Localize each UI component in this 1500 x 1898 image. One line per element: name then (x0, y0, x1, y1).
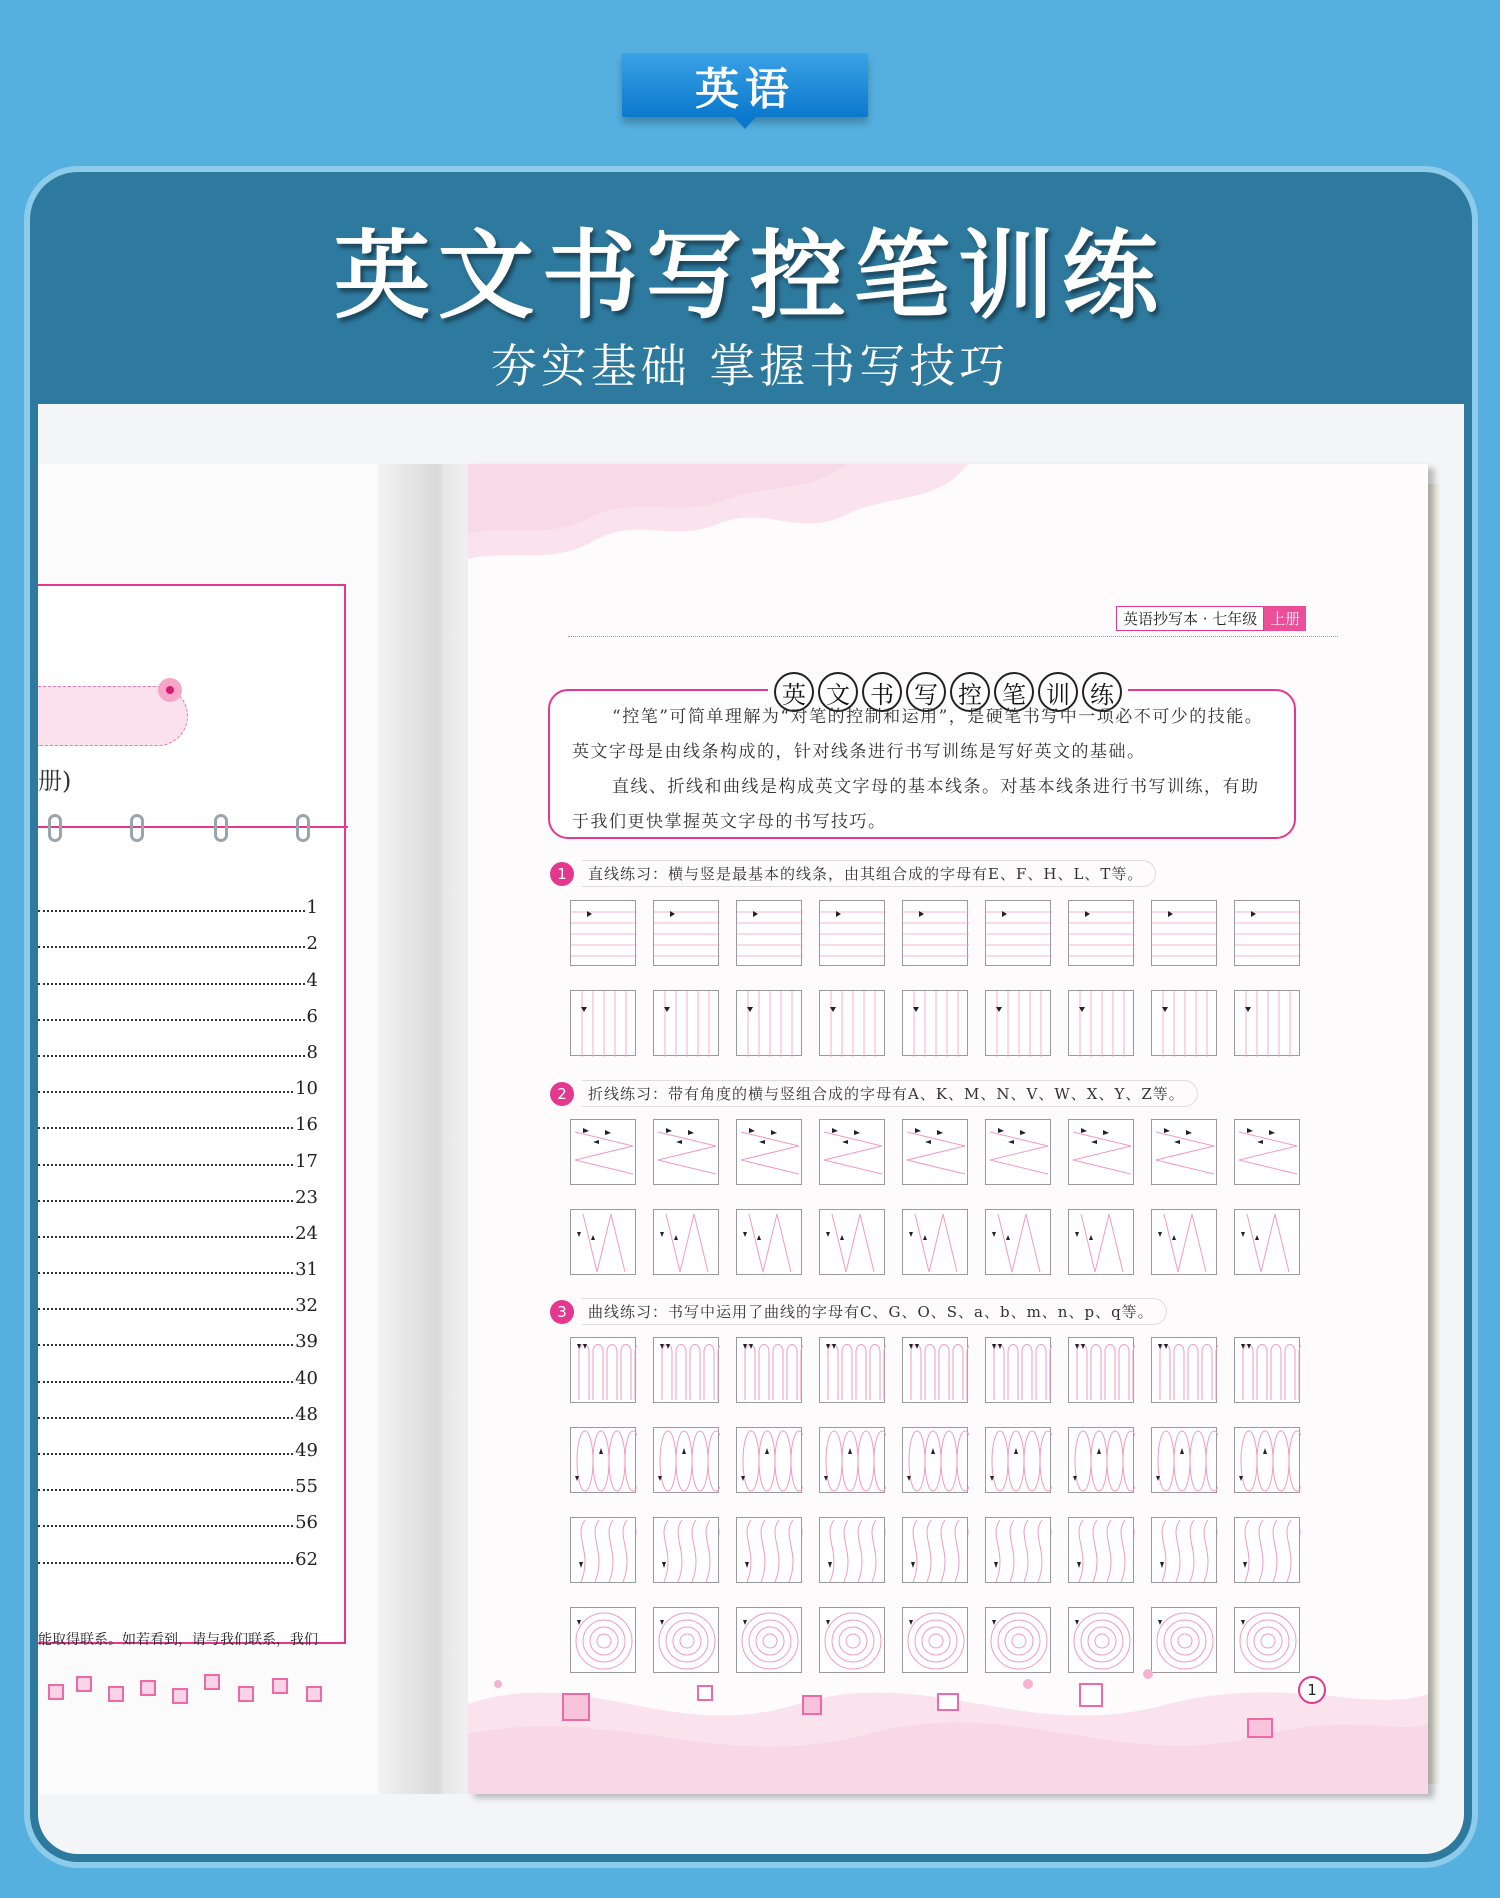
toc-row (38, 1316, 318, 1352)
toc-page-number: 40 (295, 1367, 318, 1389)
section-number: 3 (550, 1300, 574, 1324)
practice-cell (1151, 1427, 1217, 1493)
ring-icon (214, 814, 228, 842)
intro-text (572, 700, 1272, 840)
section-number: 2 (550, 1082, 574, 1106)
toc-page-number: 39 (295, 1331, 318, 1353)
toc-page-number: 48 (295, 1403, 318, 1425)
toc-row (38, 882, 318, 918)
practice-cell (1151, 1337, 1217, 1403)
toc-row (38, 1135, 318, 1171)
toc-dots (38, 1525, 293, 1527)
practice-cell (736, 1119, 802, 1185)
subject-label: 英语 (695, 64, 795, 115)
practice-row (570, 900, 1300, 966)
toc-dots (38, 1344, 293, 1346)
section-3-heading (550, 1298, 1167, 1325)
ring-icon (130, 814, 144, 842)
toc-row (38, 1063, 318, 1099)
toc-page-number: 17 (295, 1150, 318, 1172)
title-char: 书 (862, 672, 902, 712)
toc-dots (38, 1272, 293, 1274)
toc-page-number: 32 (295, 1295, 318, 1317)
toc-row (38, 1280, 318, 1316)
toc-page-number: 24 (295, 1222, 318, 1244)
practice-cell (570, 900, 636, 966)
gift-icon (172, 1688, 188, 1704)
practice-cell (985, 1119, 1051, 1185)
practice-cell (985, 1337, 1051, 1403)
practice-cell (985, 1209, 1051, 1275)
toc-row (38, 1497, 318, 1533)
ring-icon (48, 814, 62, 842)
volume-badge: 上册 (1264, 606, 1306, 631)
practice-row (570, 1337, 1300, 1403)
practice-row (570, 1119, 1300, 1185)
gift-icon (272, 1678, 288, 1694)
toc-page-number: 6 (306, 1005, 318, 1027)
title-char: 训 (1038, 672, 1078, 712)
intro-paragraph-2: 直线、折线和曲线是构成英文字母的基本线条。对基本线条进行书写训练，有助于我们更快掌握英文字母的书写技巧。 (572, 777, 1260, 832)
practice-cell (985, 990, 1051, 1056)
toc-page-number: 10 (295, 1078, 318, 1100)
section-number: 1 (550, 862, 574, 886)
practice-cell (736, 1209, 802, 1275)
practice-cell (819, 1517, 885, 1583)
title-char: 控 (950, 672, 990, 712)
practice-cell (1151, 1209, 1217, 1275)
toc-row (38, 1425, 318, 1461)
practice-cell (819, 990, 885, 1056)
book-name: 英语抄写本 · 七年级 (1116, 606, 1264, 631)
page-edge (1426, 484, 1440, 1784)
practice-cell (902, 900, 968, 966)
gift-icon (76, 1676, 92, 1692)
table-of-contents (38, 882, 318, 1570)
toc-dots (38, 1127, 293, 1129)
practice-cell (736, 1427, 802, 1493)
practice-cell (1068, 1337, 1134, 1403)
practice-row (570, 1517, 1300, 1583)
practice-cell (1068, 1517, 1134, 1583)
practice-cell (653, 1337, 719, 1403)
practice-cell (819, 1209, 885, 1275)
toc-page-number: 8 (306, 1041, 318, 1063)
practice-row (570, 1427, 1300, 1493)
practice-cell (1234, 900, 1300, 966)
practice-cell (1068, 1427, 1134, 1493)
practice-cell (570, 1337, 636, 1403)
toc-row (38, 1172, 318, 1208)
top-wave-decoration (468, 464, 968, 574)
section-1-heading (550, 860, 1156, 887)
contents-box (38, 584, 346, 1648)
title-char: 写 (906, 672, 946, 712)
sub-title: 夯实基础 掌握书写技巧 (490, 339, 1010, 393)
practice-cell (1234, 1119, 1300, 1185)
toc-page-number: 49 (295, 1440, 318, 1461)
header-rule (568, 636, 1338, 637)
right-page (468, 464, 1428, 1794)
toc-dots (38, 1200, 293, 1202)
practice-cell (902, 1119, 968, 1185)
toc-row (38, 1461, 318, 1497)
toc-page-number: 56 (295, 1512, 318, 1534)
toc-row (38, 1533, 318, 1569)
toc-row (38, 1027, 318, 1063)
gift-icon (204, 1674, 220, 1690)
section-text: 曲线练习：书写中运用了曲线的字母有C、G、O、S、a、b、m、n、p、q等。 (582, 1298, 1167, 1325)
practice-cell (570, 1517, 636, 1583)
practice-cell (902, 1337, 968, 1403)
practice-cell (1234, 1209, 1300, 1275)
practice-cell (902, 1427, 968, 1493)
practice-cell (1151, 900, 1217, 966)
practice-cell (570, 1427, 636, 1493)
toc-row (38, 918, 318, 954)
practice-cell (902, 1209, 968, 1275)
practice-cell (653, 1209, 719, 1275)
section-text: 直线练习：横与竖是最基本的线条，由其组合成的字母有E、F、H、L、T等。 (582, 860, 1156, 887)
tab-pointer (734, 117, 756, 129)
practice-cell (653, 1427, 719, 1493)
section-text: 折线练习：带有角度的横与竖组合成的字母有A、K、M、N、V、W、X、Y、Z等。 (582, 1080, 1198, 1107)
practice-cell (1068, 1119, 1134, 1185)
volume-paren: 册) (38, 767, 72, 795)
title-char: 文 (818, 672, 858, 712)
toc-dots (38, 1091, 293, 1093)
gift-icon (108, 1686, 124, 1702)
practice-cell (653, 990, 719, 1056)
practice-cell (819, 900, 885, 966)
toc-row (38, 954, 318, 990)
toc-page-number: 16 (295, 1114, 318, 1136)
toc-row (38, 1208, 318, 1244)
toc-page-number: 62 (295, 1548, 318, 1570)
book-photo (38, 404, 1464, 1854)
practice-cell (985, 1427, 1051, 1493)
subject-tab (622, 53, 868, 117)
intro-paragraph-1: “控笔”可简单理解为“对笔的控制和运用”，是硬笔书写中一项必不可少的技能。英文字母是由线条构成的，针对线条进行书写训练是写好英文的基础。 (572, 707, 1264, 762)
practice-cell (985, 1517, 1051, 1583)
toc-row (38, 991, 318, 1027)
toc-dots (38, 946, 305, 948)
toc-dots (38, 1562, 293, 1564)
toc-row (38, 1099, 318, 1135)
practice-cell (1151, 990, 1217, 1056)
gift-icon (48, 1684, 64, 1700)
bottom-wave-decoration (468, 1664, 1428, 1794)
practice-cell (1234, 1427, 1300, 1493)
practice-cell (736, 1337, 802, 1403)
practice-cell (570, 990, 636, 1056)
practice-cell (736, 900, 802, 966)
page-number: 1 (1298, 1676, 1326, 1704)
practice-cell (1068, 900, 1134, 966)
practice-cell (736, 1517, 802, 1583)
toc-dots (38, 1453, 293, 1455)
toc-page-number: 31 (295, 1259, 318, 1281)
toc-dots (38, 910, 305, 912)
practice-cell (1151, 1119, 1217, 1185)
practice-cell (1068, 1209, 1134, 1275)
toc-dots (38, 983, 305, 985)
practice-cell (819, 1337, 885, 1403)
toc-row (38, 1389, 318, 1425)
practice-cell (1068, 990, 1134, 1056)
practice-cell (653, 1517, 719, 1583)
practice-cell (1151, 1517, 1217, 1583)
toc-dots (38, 1164, 293, 1166)
toc-page-number: 55 (295, 1476, 318, 1498)
toc-page-number: 23 (295, 1186, 318, 1208)
toc-dots (38, 1417, 293, 1419)
toc-row (38, 1352, 318, 1388)
practice-cell (736, 990, 802, 1056)
main-title: 英文书写控笔训练 (334, 220, 1166, 332)
spiral-rings (38, 814, 348, 844)
practice-cell (653, 900, 719, 966)
book-label (1116, 606, 1306, 631)
practice-row (570, 990, 1300, 1056)
toc-page-number: 4 (306, 969, 318, 991)
gift-icon (306, 1686, 322, 1702)
section-2-heading (550, 1080, 1198, 1107)
practice-cell (985, 900, 1051, 966)
toc-row (38, 1244, 318, 1280)
practice-cell (1234, 1517, 1300, 1583)
toc-dots (38, 1055, 305, 1057)
title-char: 笔 (994, 672, 1034, 712)
practice-cell (819, 1427, 885, 1493)
practice-cell (570, 1119, 636, 1185)
title-char: 练 (1082, 672, 1122, 712)
practice-cell (819, 1119, 885, 1185)
gift-icon (140, 1680, 156, 1696)
toc-dots (38, 1489, 293, 1491)
toc-dots (38, 1019, 305, 1021)
toc-dots (38, 1308, 293, 1310)
practice-cell (653, 1119, 719, 1185)
practice-cell (902, 1517, 968, 1583)
toc-dots (38, 1236, 293, 1238)
practice-cell (570, 1209, 636, 1275)
gift-icon (238, 1686, 254, 1702)
ring-icon (296, 814, 310, 842)
title-char: 英 (774, 672, 814, 712)
left-note: 能取得联系。如若看到，请与我们联系，我们 (38, 1632, 318, 1648)
toc-page-number: 1 (306, 897, 318, 919)
gift-decorations (48, 1666, 348, 1706)
practice-cell (1234, 1337, 1300, 1403)
practice-cell (1234, 990, 1300, 1056)
toc-page-number: 2 (306, 933, 318, 955)
practice-row (570, 1209, 1300, 1275)
flower-icon (158, 678, 182, 702)
practice-cell (902, 990, 968, 1056)
product-frame (30, 172, 1472, 1862)
toc-dots (38, 1381, 293, 1383)
